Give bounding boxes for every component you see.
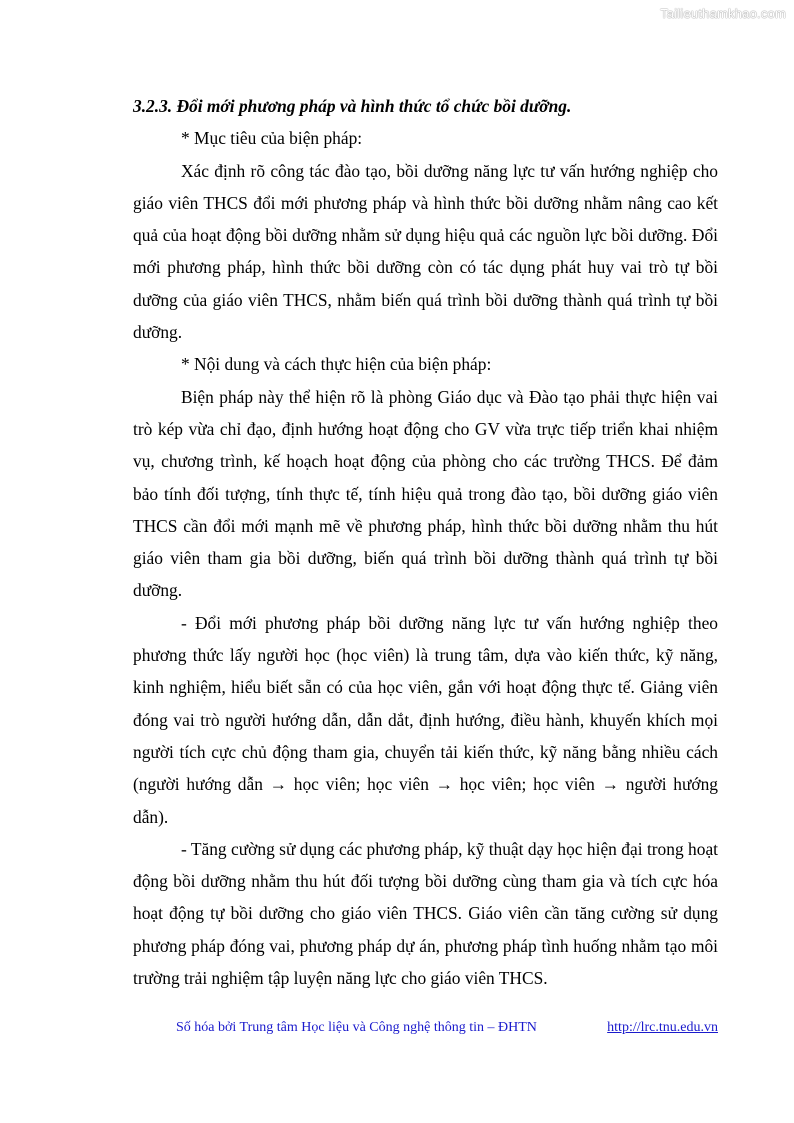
paragraph-content-label: * Nội dung và cách thực hiện của biện pháp: [181,354,492,375]
watermark: Tailieuthamkhao.com [660,6,786,21]
paragraph-objective: Xác định rõ công tác đào tạo, bồi dưỡng năng lực tư vấn hướng nghiệp cho giáo viên THCS đổi mới phương pháp và hình thức bồi dưỡng nhằm nâng cao kết quả của hoạt động bồi dưỡng nhằm sử dụng hiệu quả các nguồn lực bồi dưỡng. Đổi mới phương pháp, hình thức bồi dưỡng còn có tác dụng phát huy vai trò tự bồi dưỡng của giáo viên THCS, nhằm biến quá trình bồi dưỡng thành quá trình tự bồi dưỡng. [133,160,718,343]
paragraph-method-2: - Tăng cường sử dụng các phương pháp, kỹ thuật dạy học hiện đại trong hoạt động bồi dưỡng nhằm thu hút đối tượng bồi dưỡng cùng tham gia và tích cực hóa hoạt động tự bồi dưỡng cho giáo viên THCS. Giáo viên cần tăng cường sử dụng phương pháp đóng vai, phương pháp dự án, phương pháp tình huống nhằm tạo môi trường trải nghiệm tập luyện năng lực cho giáo viên THCS. [133,838,718,989]
section-heading: 3.2.3. Đổi mới phương pháp và hình thức tổ chức bồi dưỡng. [133,96,572,116]
paragraph-objective-label: * Mục tiêu của biện pháp: [181,128,363,149]
footer-link[interactable]: http://lrc.tnu.edu.vn [607,1020,718,1035]
paragraph-content: Biện pháp này thể hiện rõ là phòng Giáo dục và Đào tạo phải thực hiện vai trò kép vừa chỉ đạo, định hướng hoạt động cho GV vừa trực tiếp triển khai nhiệm vụ, chương trình, kế hoạch hoạt động của phòng cho các trường THCS. Để đảm bảo tính đối tượng, tính thực tế, tính hiệu quả trong đào tạo, bồi dưỡng giáo viên THCS cần đổi mới mạnh mẽ về phương pháp, hình thức bồi dưỡng nhằm thu hút giáo viên tham gia bồi dưỡng, biến quá trình bồi dưỡng thành quá trình tự bồi dưỡng. [133,386,718,601]
paragraph-method-1: - Đổi mới phương pháp bồi dưỡng năng lực tư vấn hướng nghiệp theo phương thức lấy người học (học viên) là trung tâm, dựa vào kiến thức, kỹ năng, kinh nghiệm, hiểu biết sẵn có của học viên, gắn với hoạt động thực tế. Giảng viên đóng vai trò người hướng dẫn, dẫn dắt, định hướng, điều hành, khuyến khích mọi người tích cực chủ động tham gia, chuyển tải kiến thức, kỹ năng bằng nhiều cách (người hướng dẫn → học viên; học viên → học viên; học viên → người hướng dẫn). [133,612,718,827]
document-body [133,90,718,994]
footer-credit: Số hóa bởi Trung tâm Học liệu và Công nghệ thông tin – ĐHTN [176,1020,537,1035]
